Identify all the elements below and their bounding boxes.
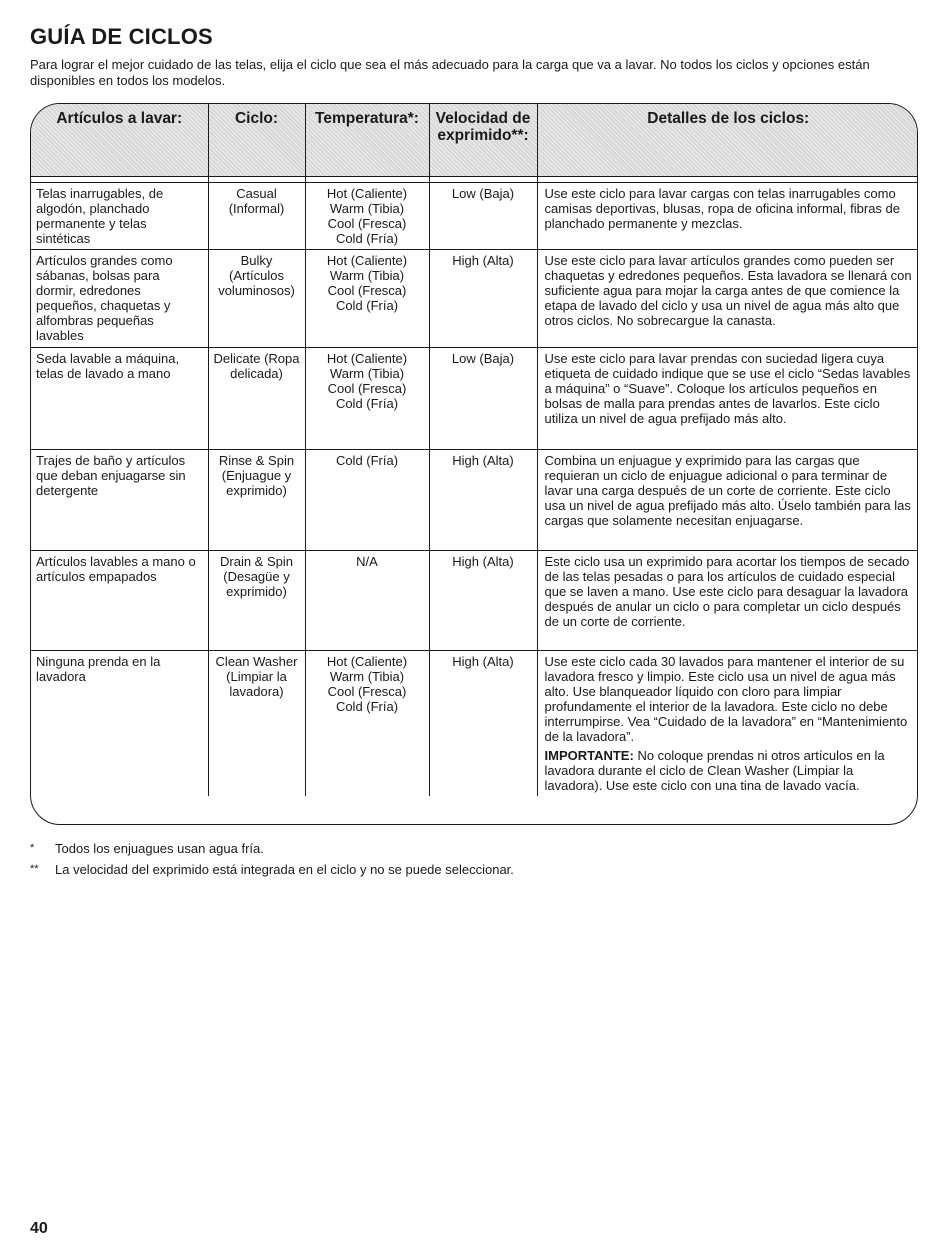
row-items: Seda lavable a máquina, telas de lavado a mano [31, 348, 208, 450]
page-title: GUÍA DE CICLOS [30, 24, 213, 49]
temperature-option: Cool (Fresca) [327, 216, 407, 231]
footnote-mark: * [30, 842, 35, 854]
important-note [545, 748, 914, 793]
table-row [31, 651, 918, 797]
table-row [31, 348, 918, 450]
row-temperatures [305, 551, 429, 651]
row-cycle: Drain & Spin (Desagüe y exprimido) [208, 551, 305, 651]
temperature-option: Hot (Caliente) [326, 351, 408, 366]
table-row [31, 551, 918, 651]
row-spin-speed: High (Alta) [429, 250, 537, 348]
table-row [31, 183, 918, 250]
row-details: Use este ciclo para lavar artículos grandes como pueden ser chaquetas y edredones pequeños. Esta lavadora se llenará con suficiente agua para mojar la carga antes de que comience la etapa de lavado del ciclo y usa un nivel de agua más alto que otros ciclos. No sobrecargue la canasta. [537, 250, 918, 348]
row-temperatures [305, 450, 429, 551]
row-cycle: Casual (Informal) [208, 183, 305, 250]
row-cycle: Rinse & Spin (Enjuague y exprimido) [208, 450, 305, 551]
footnotes [30, 838, 514, 880]
header-spin-speed: Velocidad de exprimido**: [429, 104, 537, 177]
row-temperatures [305, 250, 429, 348]
temperature-option: Cool (Fresca) [327, 283, 407, 298]
row-spin-speed: High (Alta) [429, 551, 537, 651]
row-items: Artículos grandes como sábanas, bolsas para dormir, edredones pequeños, chaquetas y alfombras pequeñas lavables [31, 250, 208, 348]
row-temperatures [305, 348, 429, 450]
header-details: Detalles de los ciclos: [537, 104, 918, 177]
temperature-option: Warm (Tibia) [329, 669, 405, 684]
temperature-option: Warm (Tibia) [329, 268, 405, 283]
row-spin-speed: Low (Baja) [429, 183, 537, 250]
temperature-option: Cold (Fría) [335, 396, 399, 411]
temperature-option: Cold (Fría) [335, 699, 399, 714]
footnote-text: Todos los enjuagues usan agua fría. [55, 841, 264, 856]
row-details: Use este ciclo para lavar prendas con suciedad ligera cuya etiqueta de cuidado indique que se use el ciclo “Sedas lavables a máquina” o “Suave”. Coloque los artículos pequeños en bolsas de malla para prendas antes de lavarlos. Este ciclo utiliza un nivel de agua prefijado más alto. [537, 348, 918, 450]
temperature-option: Hot (Caliente) [326, 253, 408, 268]
row-items: Ninguna prenda en la lavadora [31, 651, 208, 797]
temperature-option: N/A [356, 554, 378, 569]
footnote [30, 838, 514, 859]
row-details: Combina un enjuague y exprimido para las cargas que requieran un ciclo de enjuague adicional o para terminar de lavar una carga después de un corte de corriente. Este ciclo usa un nivel de agua prefijado más alto. Úselo también para las cargas que solamente necesitan enjuagarse. [537, 450, 918, 551]
header-temperature: Temperatura*: [305, 104, 429, 177]
temperature-option: Cold (Fría) [335, 298, 399, 313]
temperature-option: Cold (Fría) [335, 231, 399, 246]
row-details: Use este ciclo para lavar cargas con telas inarrugables como camisas deportivas, blusas, ropa de oficina informal, fibras de planchado permanente y mezclas. [537, 183, 918, 250]
row-items: Trajes de baño y artículos que deban enjuagarse sin detergente [31, 450, 208, 551]
header-cycle: Ciclo: [208, 104, 305, 177]
footnote-text: La velocidad del exprimido está integrada en el ciclo y no se puede seleccionar. [55, 862, 514, 877]
page-number: 40 [30, 1220, 48, 1237]
row-details [537, 651, 918, 797]
important-text: No coloque prendas ni otros artículos en la lavadora durante el ciclo de Clean Washer (Limpiar la lavadora). Use este ciclo con una tina de lavado vacía. [544, 748, 885, 793]
row-spin-speed: High (Alta) [429, 450, 537, 551]
temperature-option: Warm (Tibia) [329, 366, 405, 381]
table-row [31, 450, 918, 551]
temperature-option: Cold (Fría) [335, 453, 399, 468]
row-cycle: Clean Washer (Limpiar la lavadora) [208, 651, 305, 797]
row-items: Telas inarrugables, de algodón, planchado permanente y telas sintéticas [31, 183, 208, 250]
row-items: Artículos lavables a mano o artículos empapados [31, 551, 208, 651]
intro-paragraph: Para lograr el mejor cuidado de las telas, elija el ciclo que sea el más adecuado para la carga que va a lavar. No todos los ciclos y opciones están disponibles en todos los modelos. [30, 57, 870, 88]
temperature-option: Cool (Fresca) [327, 684, 407, 699]
row-cycle: Delicate (Ropa delicada) [208, 348, 305, 450]
footnote [30, 859, 514, 880]
cycle-guide-table [30, 103, 918, 825]
row-spin-speed: High (Alta) [429, 651, 537, 797]
row-details: Este ciclo usa un exprimido para acortar los tiempos de secado de las telas pesadas o para los artículos de cuidado especial que se laven a mano. Use este ciclo para desaguar la lavadora después de anular un ciclo o para completar un ciclo después de un corte de corriente. [537, 551, 918, 651]
temperature-option: Cool (Fresca) [327, 381, 407, 396]
row-temperatures [305, 183, 429, 250]
row-temperatures [305, 651, 429, 797]
footnote-mark: ** [30, 863, 39, 875]
row-spin-speed: Low (Baja) [429, 348, 537, 450]
row-cycle: Bulky (Artículos voluminosos) [208, 250, 305, 348]
temperature-option: Warm (Tibia) [329, 201, 405, 216]
temperature-option: Hot (Caliente) [326, 186, 408, 201]
details-text: Use este ciclo cada 30 lavados para mantener el interior de su lavadora fresco y limpio. Este ciclo usa un nivel de agua más alto. Use blanqueador líquido con cloro para limpiar profundamente el interior de la lavadora. Este ciclo no debe interrumpirse. Vea “Cuidado de la lavadora” en “Mantenimiento de la lavadora”. [544, 654, 908, 744]
table-row [31, 250, 918, 348]
important-label: IMPORTANTE: [544, 748, 634, 763]
temperature-option: Hot (Caliente) [326, 654, 408, 669]
header-items: Artículos a lavar: [31, 104, 208, 177]
